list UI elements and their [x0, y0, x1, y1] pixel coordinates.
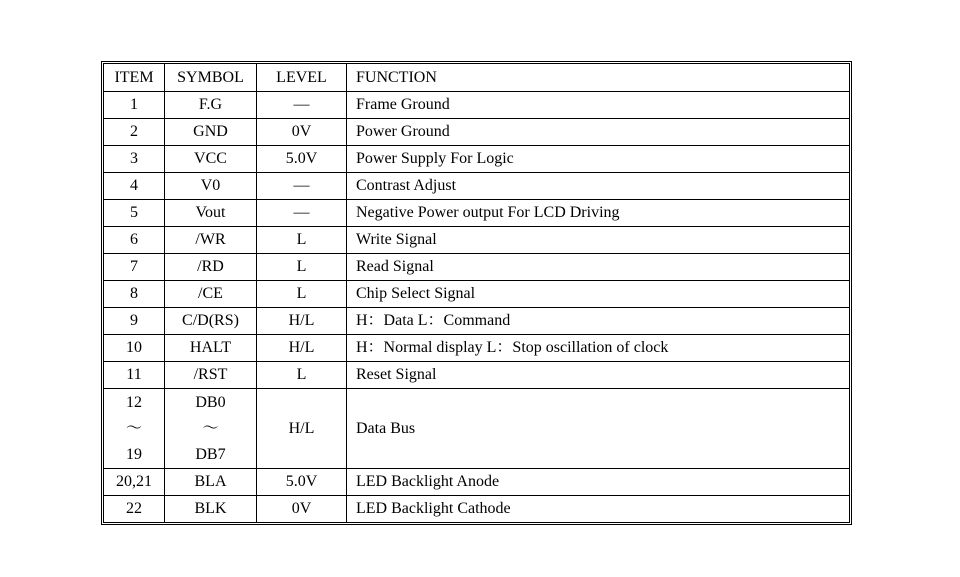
- cell-item: 2: [104, 119, 165, 146]
- cell-function: Frame Ground: [347, 92, 850, 119]
- cell-level: 5.0V: [257, 146, 347, 173]
- table-row: [104, 496, 850, 523]
- cell-symbol: /WR: [165, 227, 257, 254]
- cell-function: Power Supply For Logic: [347, 146, 850, 173]
- cell-item: 7: [104, 254, 165, 281]
- table-row: [104, 92, 850, 119]
- cell-symbol: HALT: [165, 335, 257, 362]
- cell-function: Write Signal: [347, 227, 850, 254]
- cell-function: Negative Power output For LCD Driving: [347, 200, 850, 227]
- cell-level: 5.0V: [257, 469, 347, 496]
- table-row: [104, 469, 850, 496]
- table-row: [104, 173, 850, 200]
- table-row: [104, 146, 850, 173]
- cell-level: —: [257, 200, 347, 227]
- table-row: [104, 281, 850, 308]
- cell-function: Chip Select Signal: [347, 281, 850, 308]
- symbol-range-end: DB7: [195, 445, 226, 463]
- symbol-range-separator: ～: [202, 419, 219, 437]
- cell-level: L: [257, 227, 347, 254]
- cell-level: L: [257, 362, 347, 389]
- cell-item: 11: [104, 362, 165, 389]
- cell-function: Reset Signal: [347, 362, 850, 389]
- header-function: FUNCTION: [347, 64, 850, 92]
- cell-function: Contrast Adjust: [347, 173, 850, 200]
- item-range-end: 19: [126, 445, 142, 463]
- cell-level: H/L: [257, 335, 347, 362]
- cell-symbol: BLA: [165, 469, 257, 496]
- table-row: [104, 362, 850, 389]
- table-row: [104, 119, 850, 146]
- cell-item: 10: [104, 335, 165, 362]
- header-item: ITEM: [104, 64, 165, 92]
- header-level: LEVEL: [257, 64, 347, 92]
- cell-symbol: Vout: [165, 200, 257, 227]
- cell-function: Power Ground: [347, 119, 850, 146]
- cell-function: LED Backlight Anode: [347, 469, 850, 496]
- table-row: [104, 335, 850, 362]
- cell-symbol: /RST: [165, 362, 257, 389]
- table-row: [104, 308, 850, 335]
- header-symbol: SYMBOL: [165, 64, 257, 92]
- table-row: [104, 200, 850, 227]
- cell-symbol: BLK: [165, 496, 257, 523]
- cell-level: —: [257, 92, 347, 119]
- cell-function: Read Signal: [347, 254, 850, 281]
- cell-level: L: [257, 254, 347, 281]
- cell-item: 8: [104, 281, 165, 308]
- cell-symbol: /RD: [165, 254, 257, 281]
- cell-symbol-range: [165, 389, 257, 469]
- cell-function: H：Data L：Command: [347, 308, 850, 335]
- cell-function: LED Backlight Cathode: [347, 496, 850, 523]
- table-row-data-bus: [104, 389, 850, 469]
- cell-item: 1: [104, 92, 165, 119]
- item-range-start: 12: [126, 393, 142, 411]
- cell-function: H：Normal display L：Stop oscillation of clock: [347, 335, 850, 362]
- symbol-range-start: DB0: [195, 393, 226, 411]
- cell-item: 20,21: [104, 469, 165, 496]
- cell-symbol: GND: [165, 119, 257, 146]
- table-header-row: [104, 64, 850, 92]
- cell-item: 9: [104, 308, 165, 335]
- item-range-separator: ～: [125, 419, 142, 437]
- cell-symbol: V0: [165, 173, 257, 200]
- cell-item: 6: [104, 227, 165, 254]
- cell-symbol: /CE: [165, 281, 257, 308]
- cell-level: —: [257, 173, 347, 200]
- cell-item: 5: [104, 200, 165, 227]
- pin-definition-table-frame: [101, 61, 852, 525]
- table-row: [104, 254, 850, 281]
- cell-symbol: VCC: [165, 146, 257, 173]
- cell-item-range: [104, 389, 165, 469]
- cell-level: 0V: [257, 496, 347, 523]
- cell-level: H/L: [257, 389, 347, 469]
- pin-definition-table: [103, 63, 850, 523]
- cell-level: L: [257, 281, 347, 308]
- cell-item: 4: [104, 173, 165, 200]
- cell-level: 0V: [257, 119, 347, 146]
- cell-function: Data Bus: [347, 389, 850, 469]
- cell-symbol: F.G: [165, 92, 257, 119]
- cell-level: H/L: [257, 308, 347, 335]
- cell-symbol: C/D(RS): [165, 308, 257, 335]
- table-row: [104, 227, 850, 254]
- cell-item: 3: [104, 146, 165, 173]
- cell-item: 22: [104, 496, 165, 523]
